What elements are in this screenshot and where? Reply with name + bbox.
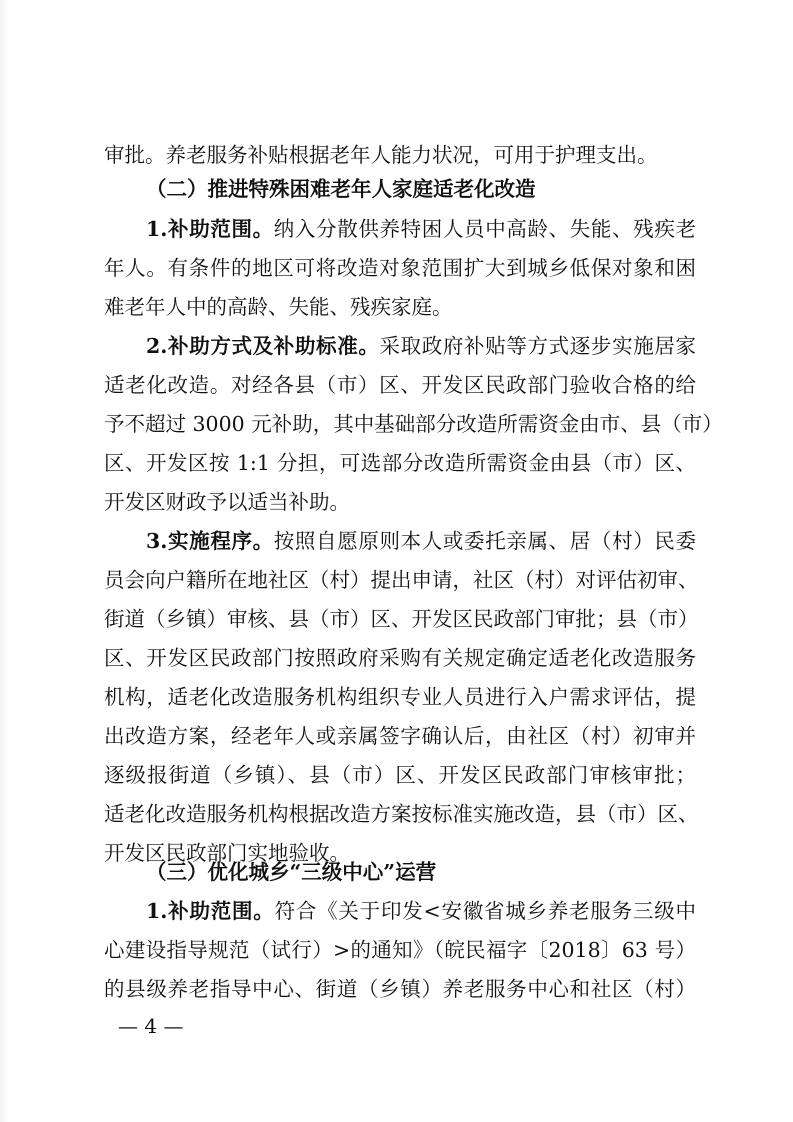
item-lead: 1.补助范围。 <box>146 899 275 923</box>
paragraph-line: 开发区民政部门实地验收。 <box>104 841 350 865</box>
page-number: — 4 — <box>118 1014 184 1038</box>
item-lead: 2.补助方式及补助标准。 <box>146 334 380 358</box>
item-text: 按照自愿原则本人或委托亲属、居（村）民委 <box>273 529 696 553</box>
paragraph-line: 心建设指导规范（试行）>的通知》（皖民福字〔2018〕63 号） <box>104 938 696 962</box>
section-heading-2: （二）推进特殊困难老年人家庭适老化改造 <box>146 177 536 201</box>
item-lead: 1.补助范围。 <box>146 217 274 241</box>
item-lead: 3.实施程序。 <box>146 529 274 553</box>
item-text: 符合《关于印发<安徽省城乡养老服务三级中 <box>274 899 696 923</box>
paragraph-line <box>146 331 696 361</box>
paragraph-line: 适老化改造。对经各县（市）区、开发区民政部门验收合格的给 <box>104 373 696 397</box>
paragraph-line: 区、开发区按 1:1 分担，可选部分改造所需资金由县（市）区、 <box>104 451 696 475</box>
section-heading-3: （三）优化城乡“三级中心”运营 <box>146 860 437 884</box>
item-text: 采取政府补贴等方式逐步实施居家 <box>379 334 696 358</box>
paragraph-line: 机构，适老化改造服务机构组织专业人员进行入户需求评估，提 <box>104 685 696 709</box>
paragraph-line: 难老年人中的高龄、失能、残疾家庭。 <box>104 295 453 319</box>
scan-left-edge <box>0 0 8 1122</box>
paragraph-line: 适老化改造服务机构根据改造方案按标准实施改造，县（市）区、 <box>104 802 699 826</box>
paragraph-line: 的县级养老指导中心、街道（乡镇）养老服务中心和社区（村） <box>104 977 696 1001</box>
paragraph-line: 区、开发区民政部门按照政府采购有关规定确定适老化改造服务 <box>104 646 696 670</box>
item-text: 纳入分散供养特困人员中高龄、失能、残疾老 <box>273 217 696 241</box>
paragraph-line: 出改造方案，经老年人或亲属签字确认后，由社区（村）初审并 <box>104 724 696 748</box>
paragraph-line <box>146 526 696 556</box>
paragraph-line: 予不超过 3000 元补助，其中基础部分改造所需资金由市、县（市） <box>104 412 723 436</box>
paragraph-line: 审批。养老服务补贴根据老年人能力状况，可用于护理支出。 <box>104 143 658 167</box>
paragraph-line: 开发区财政予以适当补助。 <box>104 490 350 514</box>
paragraph-line: 员会向户籍所在地社区（村）提出申请，社区（村）对评估初审、 <box>104 568 699 592</box>
paragraph-line: 年人。有条件的地区可将改造对象范围扩大到城乡低保对象和困 <box>104 256 696 280</box>
paragraph-line: 逐级报街道（乡镇）、县（市）区、开发区民政部门审核审批； <box>104 763 696 787</box>
paragraph-line: 街道（乡镇）审核、县（市）区、开发区民政部门审批；县（市） <box>104 607 699 631</box>
paragraph-line <box>146 214 696 244</box>
paragraph-line <box>146 896 696 926</box>
